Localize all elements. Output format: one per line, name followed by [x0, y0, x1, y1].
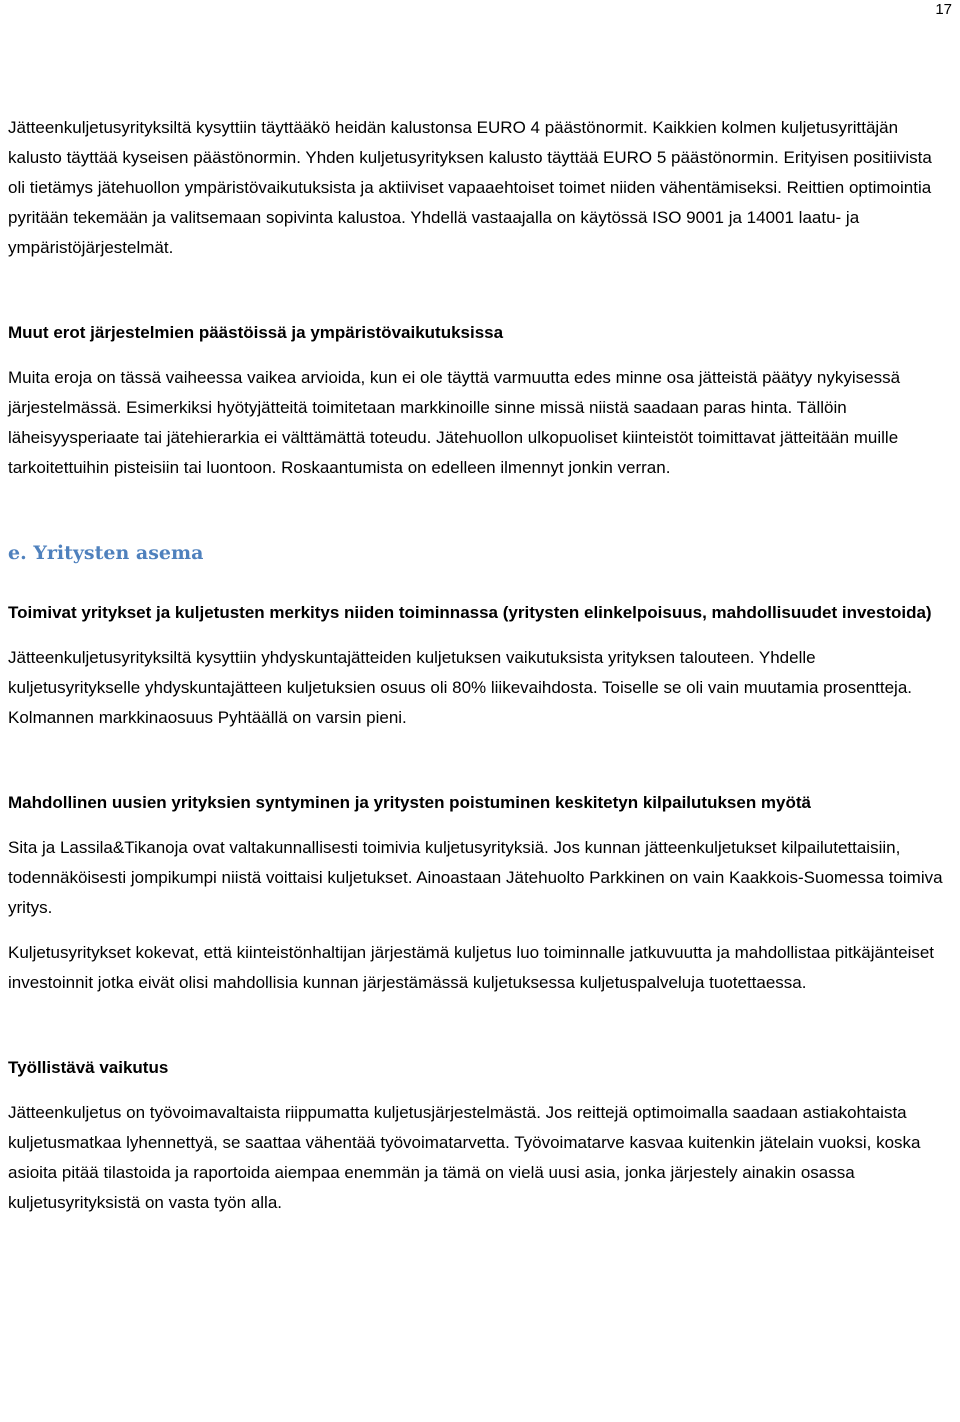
paragraph-toimivat-yritykset: Jätteenkuljetusyrityksiltä kysyttiin yhdyskuntajätteiden kuljetuksen vaikutuksista yrityksen talouteen. Yhdelle kuljetusyritykselle yhdyskuntajätteen kuljetuksien osuus oli 80% liikevaihdosta. Toiselle se oli vain muutamia prosentteja. Kolmannen markkinaosuus Pyhtäällä on varsin pieni. [8, 648, 912, 727]
intro-paragraph: Jätteenkuljetusyrityksiltä kysyttiin täyttääkö heidän kalustonsa EURO 4 päästönormit. Kaikkien kolmen kuljetusyrittäjän kalusto täyttää kyseisen päästönormin. Yhden kuljetusyrityksen kalusto täyttää EURO 5 päästönormin. Erityisen positiivista oli tietämys jätehuollon ympäristövaikutuksista ja aktiiviset vapaaehtoiset toimet niiden vähentämiseksi. Reittien optimointia pyritään tekemään ja valitsemaan sopivinta kalustoa. Yhdellä vastaajalla on käytössä ISO 9001 ja 14001 laatu- ja ympäristöjärjestelmät. [8, 118, 932, 257]
document-body [8, 113, 952, 1218]
paragraph-muut-erot: Muita eroja on tässä vaiheessa vaikea arvioida, kun ei ole täyttä varmuutta edes minne osa jätteistä päätyy nykyisessä järjestelmässä. Esimerkiksi hyötyjätteitä toimitetaan markkinoille sinne missä niistä saadaan paras hinta. Tällöin läheisyysperiaate tai jätehierarkia ei välttämättä toteudu. Jätehuollon ulkopuoliset kiinteistöt toimittavat jätteitään muille tarkoitettuihin pisteisiin tai luontoon. Roskaantumista on edelleen ilmennyt jonkin verran. [8, 368, 901, 477]
heading-tyollistava-vaikutus: Työllistävä vaikutus [8, 1058, 169, 1077]
heading-muut-erot: Muut erot järjestelmien päästöissä ja ympäristövaikutuksissa [8, 323, 504, 342]
heading-toimivat-yritykset: Toimivat yritykset ja kuljetusten merkitys niiden toiminnassa (yritysten elinkelpoisuus, mahdollisuudet investoida) [8, 603, 932, 622]
section-heading-yritysten-asema: e. Yritysten asema [8, 542, 204, 564]
page-number: 17 [935, 1, 952, 18]
heading-mahdollinen: Mahdollinen uusien yrityksien syntyminen ja yritysten poistuminen keskitetyn kilpailutuksen myötä [8, 793, 811, 812]
paragraph-mahdollinen-2: Kuljetusyritykset kokevat, että kiinteistönhaltijan järjestämä kuljetus luo toiminnalle jatkuvuutta ja mahdollistaa pitkäjänteiset investoinnit jotka eivät olisi mahdollisia kunnan järjestämässä kuljetuksessa kuljetuspalveluja tuotettaessa. [8, 943, 935, 992]
paragraph-tyollistava-vaikutus: Jätteenkuljetus on työvoimavaltaista riippumatta kuljetusjärjestelmästä. Jos reittejä optimoimalla saadaan astiakohtaista kuljetusmatkaa lyhennettyä, se saattaa vähentää työvoimatarvetta. Työvoimatarve kasvaa kuitenkin jätelain vuoksi, koska asioita pitää tilastoida ja raportoida aiempaa enemmän ja tämä on vielä uusi asia, jonka järjestely ainakin osassa kuljetusyrityksistä on vasta työn alla. [8, 1103, 921, 1212]
paragraph-mahdollinen-1: Sita ja Lassila&Tikanoja ovat valtakunnallisesti toimivia kuljetusyrityksiä. Jos kunnan jätteenkuljetukset kilpailutettaisiin, todennäköisesti jompikumpi niistä voittaisi kuljetukset. Ainoastaan Jätehuolto Parkkinen on vain Kaakkois-Suomessa toimiva yritys. [8, 838, 943, 917]
